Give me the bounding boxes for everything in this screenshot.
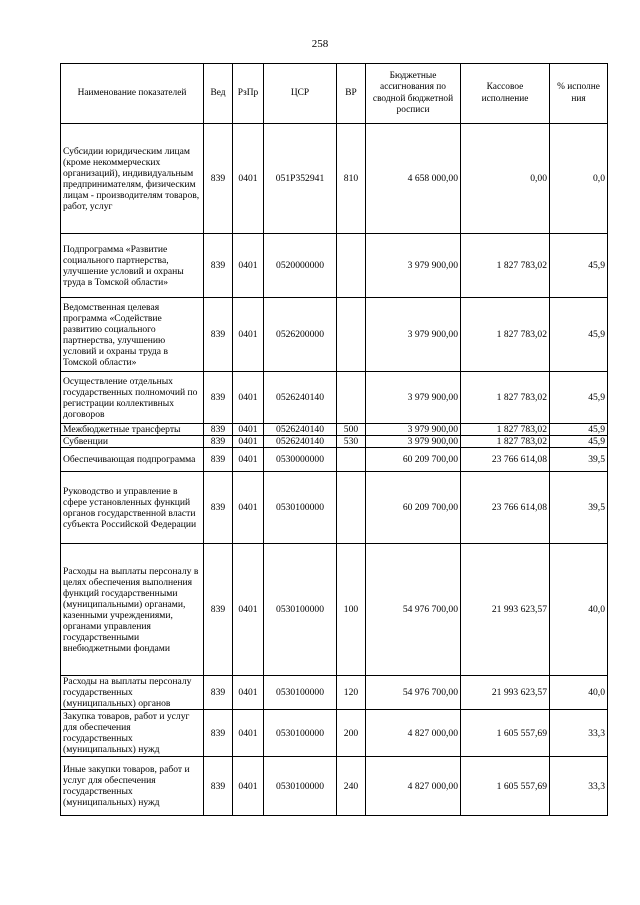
cell-cash: 21 993 623,57 bbox=[461, 676, 550, 710]
cell-vr: 810 bbox=[337, 124, 366, 234]
table-row bbox=[61, 424, 608, 436]
cell-ved: 839 bbox=[204, 472, 233, 544]
table-header-row bbox=[61, 64, 608, 124]
cell-cash: 1 827 783,02 bbox=[461, 298, 550, 372]
cell-csr: 0530100000 bbox=[264, 710, 337, 757]
cell-name: Ведомственная целевая программа «Содействие развитию социального партнерства, улучшению условий и охраны труда в Томской области» bbox=[61, 298, 204, 372]
cell-ved: 839 bbox=[204, 372, 233, 424]
cell-csr: 0526240140 bbox=[264, 424, 337, 436]
cell-pct: 33,3 bbox=[550, 757, 608, 816]
cell-name: Межбюджетные трансферты bbox=[61, 424, 204, 436]
cell-budget: 3 979 900,00 bbox=[366, 234, 461, 298]
cell-name: Подпрограмма «Развитие социального партнерства, улучшение условий и охраны труда в Томской области» bbox=[61, 234, 204, 298]
cell-name: Расходы на выплаты персоналу в целях обеспечения выполнения функций государственными (муниципальными) органами, казенными учреждениями, органами управления государственными внебюджетными фондами bbox=[61, 544, 204, 676]
cell-cash: 1 605 557,69 bbox=[461, 757, 550, 816]
cell-rzpr: 0401 bbox=[233, 757, 264, 816]
table-row bbox=[61, 676, 608, 710]
cell-ved: 839 bbox=[204, 757, 233, 816]
cell-cash: 21 993 623,57 bbox=[461, 544, 550, 676]
cell-csr: 0520000000 bbox=[264, 234, 337, 298]
header-cash: Кассовое исполнение bbox=[461, 64, 550, 124]
cell-budget: 4 827 000,00 bbox=[366, 757, 461, 816]
cell-csr: 0526240140 bbox=[264, 436, 337, 448]
cell-ved: 839 bbox=[204, 676, 233, 710]
cell-vr: 240 bbox=[337, 757, 366, 816]
cell-rzpr: 0401 bbox=[233, 676, 264, 710]
cell-cash: 0,00 bbox=[461, 124, 550, 234]
cell-pct: 45,9 bbox=[550, 424, 608, 436]
cell-pct: 45,9 bbox=[550, 298, 608, 372]
cell-pct: 45,9 bbox=[550, 372, 608, 424]
cell-ved: 839 bbox=[204, 298, 233, 372]
header-vr: ВР bbox=[337, 64, 366, 124]
cell-rzpr: 0401 bbox=[233, 710, 264, 757]
cell-ved: 839 bbox=[204, 710, 233, 757]
cell-vr bbox=[337, 472, 366, 544]
cell-rzpr: 0401 bbox=[233, 124, 264, 234]
cell-pct: 39,5 bbox=[550, 472, 608, 544]
cell-cash: 1 827 783,02 bbox=[461, 424, 550, 436]
cell-budget: 4 827 000,00 bbox=[366, 710, 461, 757]
cell-vr: 500 bbox=[337, 424, 366, 436]
cell-csr: 0530100000 bbox=[264, 472, 337, 544]
cell-budget: 60 209 700,00 bbox=[366, 448, 461, 472]
header-ved: Вед bbox=[204, 64, 233, 124]
cell-ved: 839 bbox=[204, 424, 233, 436]
cell-cash: 23 766 614,08 bbox=[461, 472, 550, 544]
cell-name: Руководство и управление в сфере установленных функций органов государственной власти субъекта Российской Федерации bbox=[61, 472, 204, 544]
cell-ved: 839 bbox=[204, 124, 233, 234]
table-row bbox=[61, 234, 608, 298]
table-row bbox=[61, 124, 608, 234]
budget-execution-table bbox=[60, 63, 608, 816]
header-csr: ЦСР bbox=[264, 64, 337, 124]
cell-rzpr: 0401 bbox=[233, 436, 264, 448]
table-row bbox=[61, 710, 608, 757]
page-number: 258 bbox=[311, 38, 329, 50]
cell-csr: 0526200000 bbox=[264, 298, 337, 372]
cell-vr bbox=[337, 448, 366, 472]
cell-vr bbox=[337, 372, 366, 424]
header-budget: Бюджетные ассигнования по сводной бюджетной росписи bbox=[366, 64, 461, 124]
cell-ved: 839 bbox=[204, 436, 233, 448]
cell-name: Обеспечивающая подпрограмма bbox=[61, 448, 204, 472]
cell-pct: 40,0 bbox=[550, 544, 608, 676]
header-rzpr: РзПр bbox=[233, 64, 264, 124]
table-row bbox=[61, 472, 608, 544]
cell-cash: 1 605 557,69 bbox=[461, 710, 550, 757]
cell-budget: 3 979 900,00 bbox=[366, 436, 461, 448]
cell-csr: 0530100000 bbox=[264, 757, 337, 816]
cell-name: Закупка товаров, работ и услуг для обеспечения государственных (муниципальных) нужд bbox=[61, 710, 204, 757]
cell-ved: 839 bbox=[204, 234, 233, 298]
cell-cash: 1 827 783,02 bbox=[461, 372, 550, 424]
cell-rzpr: 0401 bbox=[233, 234, 264, 298]
cell-budget: 54 976 700,00 bbox=[366, 676, 461, 710]
cell-ved: 839 bbox=[204, 448, 233, 472]
cell-name: Иные закупки товаров, работ и услуг для обеспечения государственных (муниципальных) нужд bbox=[61, 757, 204, 816]
cell-rzpr: 0401 bbox=[233, 544, 264, 676]
cell-rzpr: 0401 bbox=[233, 424, 264, 436]
table-row bbox=[61, 544, 608, 676]
cell-csr: 0530000000 bbox=[264, 448, 337, 472]
cell-pct: 45,9 bbox=[550, 436, 608, 448]
cell-cash: 1 827 783,02 bbox=[461, 436, 550, 448]
cell-csr: 051P352941 bbox=[264, 124, 337, 234]
cell-budget: 54 976 700,00 bbox=[366, 544, 461, 676]
cell-csr: 0530100000 bbox=[264, 544, 337, 676]
cell-rzpr: 0401 bbox=[233, 372, 264, 424]
cell-name: Субсидии юридическим лицам (кроме некоммерческих организаций), индивидуальным предпринимателям, физическим лицам - производителям товаров, работ, услуг bbox=[61, 124, 204, 234]
cell-csr: 0530100000 bbox=[264, 676, 337, 710]
header-name: Наименование показателей bbox=[61, 64, 204, 124]
cell-vr: 100 bbox=[337, 544, 366, 676]
table-row bbox=[61, 298, 608, 372]
cell-vr: 530 bbox=[337, 436, 366, 448]
table-row bbox=[61, 757, 608, 816]
cell-pct: 33,3 bbox=[550, 710, 608, 757]
cell-budget: 3 979 900,00 bbox=[366, 298, 461, 372]
cell-budget: 60 209 700,00 bbox=[366, 472, 461, 544]
cell-cash: 1 827 783,02 bbox=[461, 234, 550, 298]
cell-cash: 23 766 614,08 bbox=[461, 448, 550, 472]
cell-vr: 200 bbox=[337, 710, 366, 757]
cell-name: Субвенции bbox=[61, 436, 204, 448]
table-row bbox=[61, 448, 608, 472]
cell-pct: 45,9 bbox=[550, 234, 608, 298]
cell-rzpr: 0401 bbox=[233, 448, 264, 472]
header-pct: % исполне ния bbox=[550, 64, 608, 124]
cell-vr: 120 bbox=[337, 676, 366, 710]
cell-csr: 0526240140 bbox=[264, 372, 337, 424]
cell-pct: 39,5 bbox=[550, 448, 608, 472]
cell-pct: 40,0 bbox=[550, 676, 608, 710]
cell-pct: 0,0 bbox=[550, 124, 608, 234]
cell-name: Расходы на выплаты персоналу государственных (муниципальных) органов bbox=[61, 676, 204, 710]
cell-budget: 3 979 900,00 bbox=[366, 424, 461, 436]
cell-budget: 3 979 900,00 bbox=[366, 372, 461, 424]
table-row bbox=[61, 436, 608, 448]
cell-rzpr: 0401 bbox=[233, 298, 264, 372]
cell-vr bbox=[337, 234, 366, 298]
cell-vr bbox=[337, 298, 366, 372]
cell-rzpr: 0401 bbox=[233, 472, 264, 544]
cell-budget: 4 658 000,00 bbox=[366, 124, 461, 234]
cell-name: Осуществление отдельных государственных полномочий по регистрации коллективных договоров bbox=[61, 372, 204, 424]
cell-ved: 839 bbox=[204, 544, 233, 676]
table-row bbox=[61, 372, 608, 424]
